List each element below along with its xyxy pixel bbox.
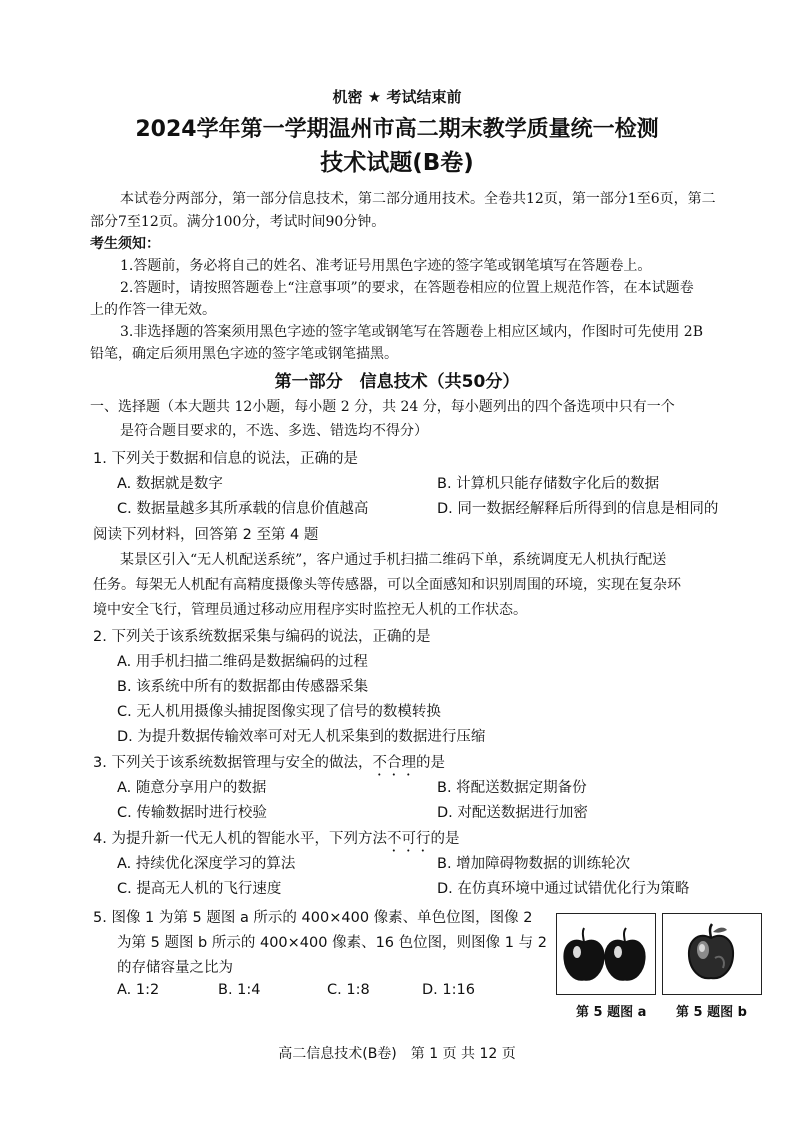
q5-option-a: A. 1:2 (117, 982, 160, 998)
figure-b-frame (662, 913, 762, 995)
q2-stem: 2. 下列关于该系统数据采集与编码的说法，正确的是 (93, 629, 431, 645)
exam-title: 2024学年第一学期温州市高二期末教学质量统一检测 (135, 117, 659, 142)
reading-p3: 境中安全飞行，管理员通过移动应用程序实时监控无人机的工作状态。 (93, 602, 527, 618)
confidential-mark: 机密 ★ 考试结束前 (332, 88, 462, 106)
exam-subtitle: 技术试题(B卷) (320, 150, 474, 176)
notice-2a: 2.答题时，请按照答题卷上“注意事项”的要求，在答题卷相应的位置上规范作答，在本试题卷 (120, 280, 694, 296)
intro-line-2: 部分7至12页。满分100分，考试时间90分钟。 (90, 214, 386, 230)
page-footer: 高二信息技术(B卷) 第 1 页 共 12 页 (278, 1046, 516, 1062)
q3-emphasis: 不合理 (372, 755, 416, 771)
q5-stem-line-2: 为第 5 题图 b 所示的 400×400 像素、16 色位图，则图像 1 与 2 (117, 935, 547, 951)
q4-stem: 4. 为提升新一代无人机的智能水平，下列方法不可行的是 (93, 831, 460, 847)
q1-option-b: B. 计算机只能存储数字化后的数据 (437, 476, 660, 492)
q5-option-d: D. 1:16 (422, 982, 475, 998)
q2-option-b: B. 该系统中所有的数据都由传感器采集 (117, 679, 369, 695)
section-title: 第一部分 信息技术（共50分） (274, 372, 520, 392)
reading-intro: 阅读下列材料，回答第 2 至第 4 题 (93, 527, 319, 543)
q5-option-c: C. 1:8 (327, 982, 370, 998)
q1-option-c: C. 数据量越多其所承载的信息价值越高 (117, 501, 369, 517)
q4-option-c: C. 提高无人机的飞行速度 (117, 881, 282, 897)
reading-p1: 某景区引入“无人机配送系统”，客户通过手机扫描二维码下单，系统调度无人机执行配送 (120, 552, 667, 568)
notice-3a: 3.非选择题的答案须用黑色字迹的签字笔或钢笔写在答题卷上相应区域内，作图时可先使用 2B (120, 324, 704, 340)
q1-option-a: A. 数据就是数字 (117, 476, 223, 492)
notice-2b: 上的作答一律无效。 (90, 302, 216, 318)
q1-stem: 1. 下列关于数据和信息的说法，正确的是 (93, 451, 358, 467)
q5-stem-line-3: 的存储容量之比为 (117, 960, 233, 976)
q2-option-a: A. 用手机扫描二维码是数据编码的过程 (117, 654, 368, 670)
q1-option-d: D. 同一数据经解释后所得到的信息是相同的 (437, 501, 719, 517)
notice-1: 1.答题前，务必将自己的姓名、准考证号用黑色字迹的签字笔或钢笔填写在答题卷上。 (120, 258, 652, 274)
figure-a-frame (556, 913, 656, 995)
notice-3b: 铅笔，确定后须用黑色字迹的签字笔或钢笔描黑。 (90, 346, 398, 362)
notice-title: 考生须知： (90, 236, 160, 252)
q3-stem: 3. 下列关于该系统数据管理与安全的做法，不合理的是 (93, 755, 445, 771)
q4-option-b: B. 增加障碍物数据的训练轮次 (437, 856, 631, 872)
q5-stem-line-1: 5. 图像 1 为第 5 题图 a 所示的 400×400 像素、单色位图，图像 2 (93, 910, 533, 926)
intro-line-1: 本试卷分两部分，第一部分信息技术，第二部分通用技术。全卷共12页，第一部分1至6页，第二 (120, 191, 716, 207)
q3-option-b: B. 将配送数据定期备份 (437, 780, 587, 796)
reading-p2: 任务。每架无人机配有高精度摄像头等传感器，可以全面感知和识别周围的环境，实现在复杂环 (93, 577, 681, 593)
figure-a-caption: 第 5 题图 a (576, 1005, 647, 1020)
q4-option-d: D. 在仿真环境中通过试错优化行为策略 (437, 881, 690, 897)
monochrome-apples-icon (557, 914, 654, 993)
q3-option-a: A. 随意分享用户的数据 (117, 780, 267, 796)
q2-option-d: D. 为提升数据传输效率可对无人机采集到的数据进行压缩 (117, 729, 486, 745)
figure-b-caption: 第 5 题图 b (676, 1005, 747, 1020)
q2-option-c: C. 无人机用摄像头捕捉图像实现了信号的数模转换 (117, 704, 441, 720)
q3-option-d: D. 对配送数据进行加密 (437, 805, 588, 821)
q4-option-a: A. 持续优化深度学习的算法 (117, 856, 296, 872)
q3-option-c: C. 传输数据时进行校验 (117, 805, 267, 821)
q5-option-b: B. 1:4 (218, 982, 261, 998)
part1-instruction-a: 一、选择题（本大题共 12小题，每小题 2 分，共 24 分，每小题列出的四个备选项中只有一个 (90, 399, 675, 415)
part1-instruction-b: 是符合题目要求的，不选、多选、错选均不得分） (120, 423, 428, 439)
q4-emphasis: 不可行 (386, 831, 431, 847)
sixteen-color-apple-icon (663, 914, 760, 993)
